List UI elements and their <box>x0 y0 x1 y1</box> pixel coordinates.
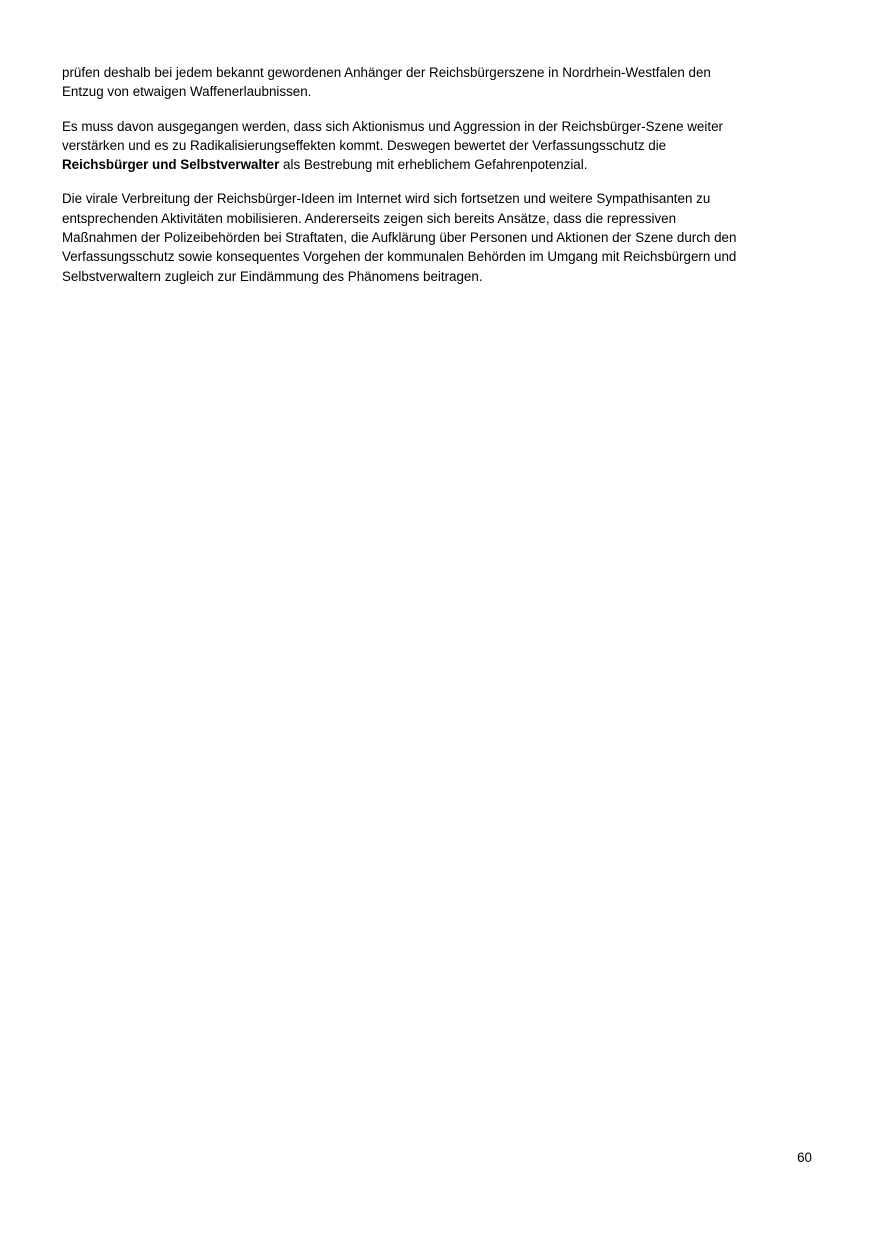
text-line: prüfen deshalb bei jedem bekannt gewordenen Anhänger der Reichsbürgerszene in Nordrhein-Westfalen den <box>62 65 711 80</box>
text-line <box>62 155 817 174</box>
text-line: verstärken und es zu Radikalisierungseffekten kommt. Deswegen bewertet der Verfassungsschutz die <box>62 137 667 153</box>
text-line: Maßnahmen der Polizeibehörden bei Straftaten, die Aufklärung über Personen und Aktionen der Szene durch den <box>62 230 737 246</box>
text-line: Es muss davon ausgegangen werden, dass sich Aktionismus und Aggression in der Reichsbürger-Szene weiter <box>62 118 723 134</box>
text-line: Entzug von etwaigen Waffenerlaubnissen. <box>62 84 312 100</box>
text-line: Selbstverwaltern zugleich zur Eindämmung des Phänomens beitragen. <box>62 268 483 284</box>
page-number: 60 <box>797 1150 812 1165</box>
page-content <box>62 63 817 301</box>
text-run: als Bestrebung mit erheblichem Gefahrenpotenzial. <box>279 157 588 173</box>
text-line: Verfassungsschutz sowie konsequentes Vorgehen der kommunalen Behörden im Umgang mit Reichsbürgern und <box>62 249 737 265</box>
text-line: entsprechenden Aktivitäten mobilisieren. Andererseits zeigen sich bereits Ansätze, dass die repressiven <box>62 210 677 226</box>
paragraph-outlook <box>62 189 817 285</box>
paragraph-assessment <box>62 117 817 175</box>
text-line: Die virale Verbreitung der Reichsbürger-Ideen im Internet wird sich fortsetzen und weitere Sympathisanten zu <box>62 191 711 207</box>
paragraph-weapons-permits <box>62 63 817 102</box>
emphasized-term: Reichsbürger und Selbstverwalter <box>62 157 280 173</box>
